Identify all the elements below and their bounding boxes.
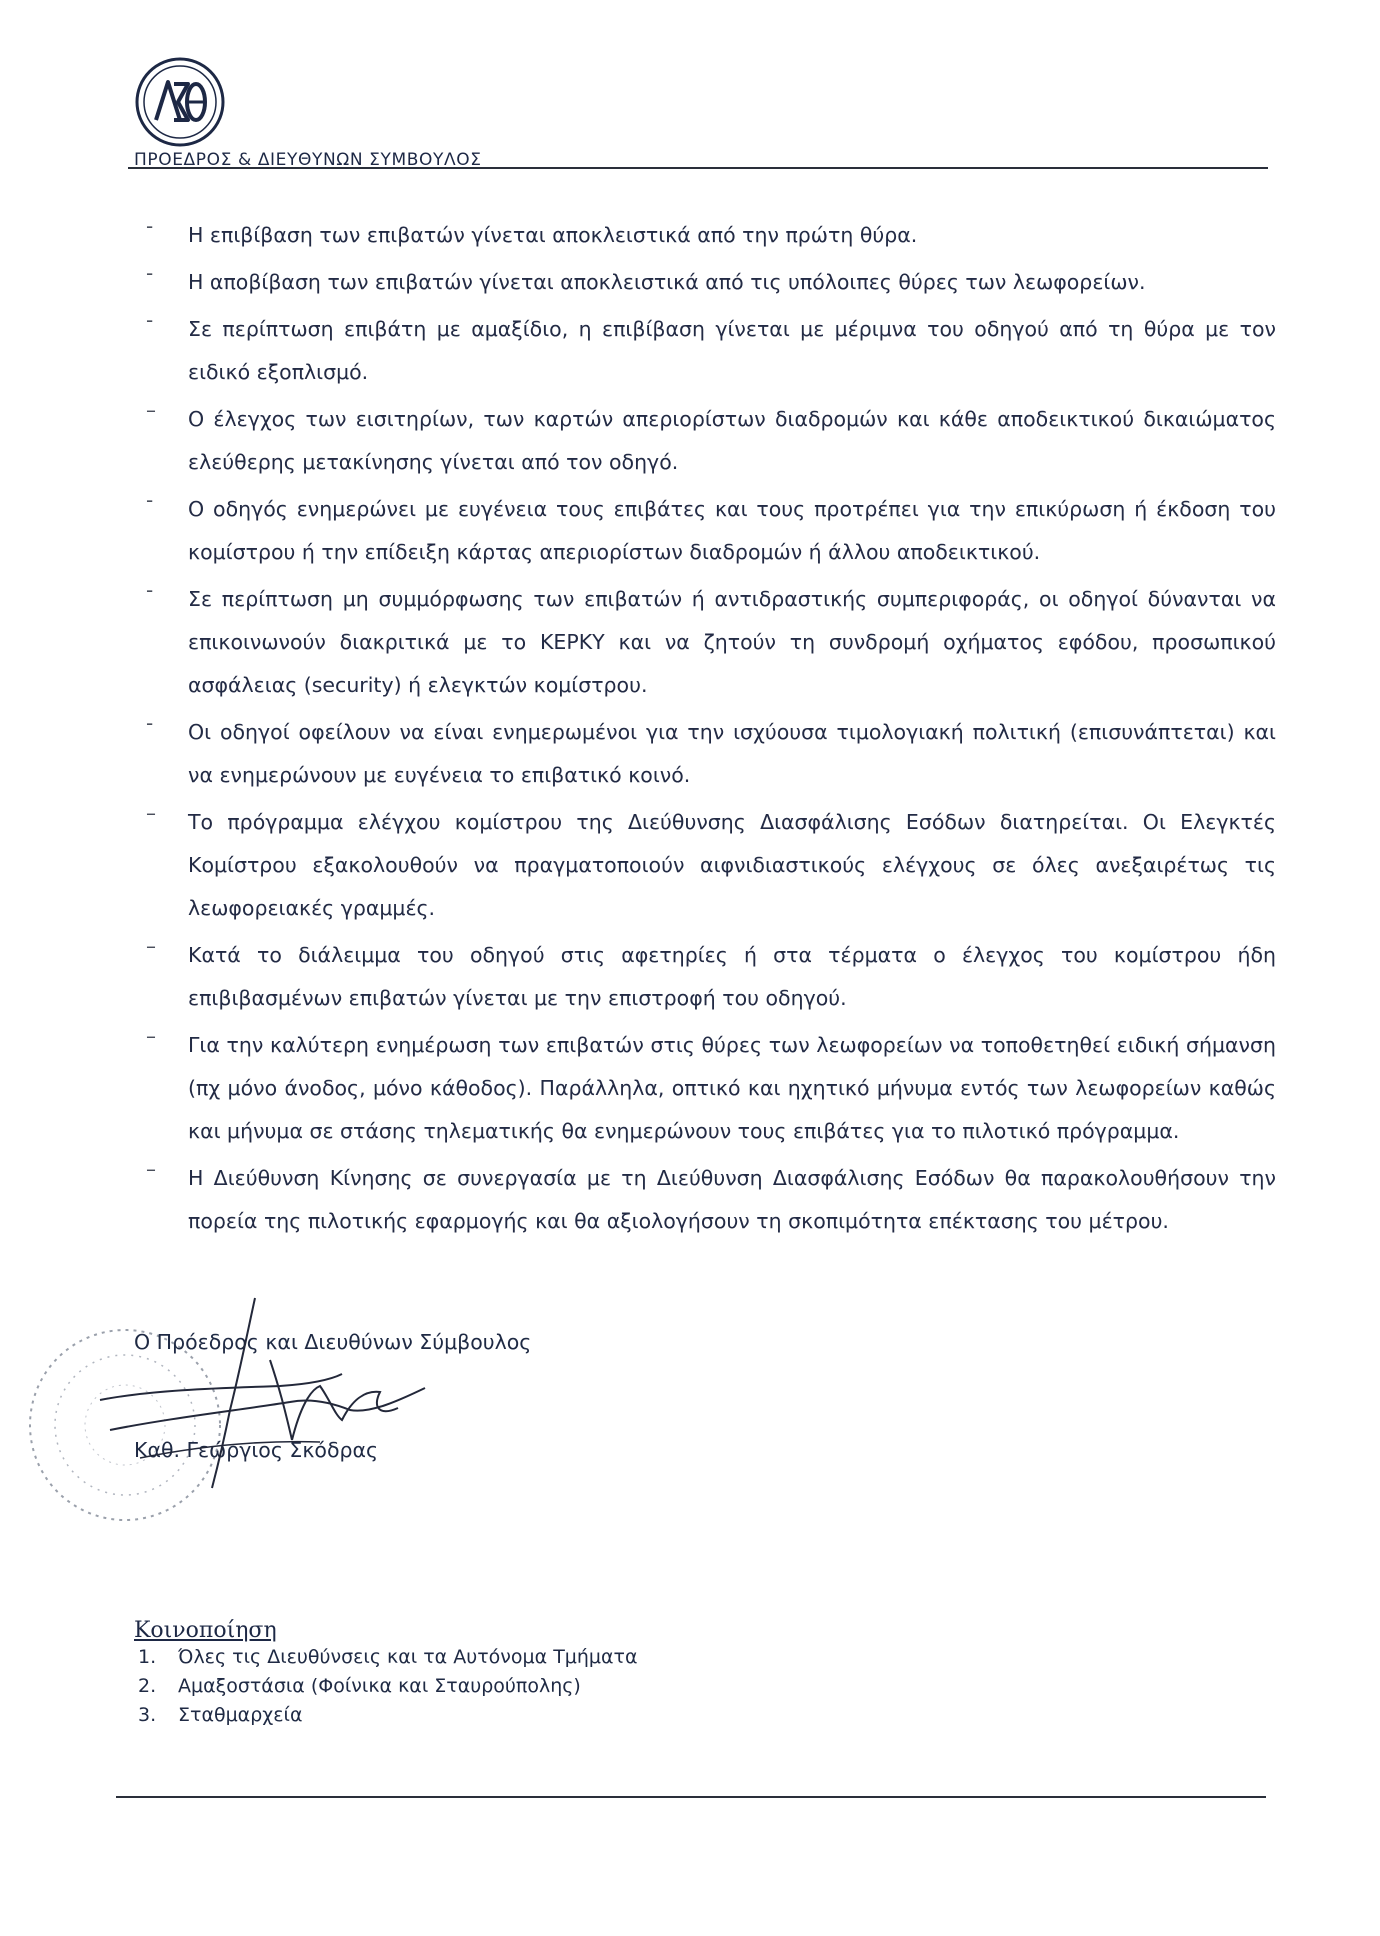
list-item-text: Ο οδηγός ενημερώνει με ευγένεια τους επιβάτες και τους προτρέπει για την επικύρωση ή έκδοση του κομίστρου ή την επίδειξη κάρτας απεριορίστων διαδρομών ή άλλου αποδεικτικού. — [188, 497, 1276, 564]
list-item-text: Σε περίπτωση μη συμμόρφωσης των επιβατών ή αντιδραστικής συμπεριφοράς, οι οδηγοί δύνανται να επικοινωνούν διακριτικά με το ΚΕΡΚΥ και να ζητούν τη συνδρομή οχήματος εφόδου, προσωπικού ασφάλειας (security) ή ελεγκτών κομίστρου. — [188, 587, 1276, 697]
list-item-text: Το πρόγραμμα ελέγχου κομίστρου της Διεύθυνσης Διασφάλισης Εσόδων διατηρείται. Οι Ελεγκτές Κομίστρου εξακολουθούν να πραγματοποιούν αιφνιδιαστικούς ελέγχους σε όλες ανεξαιρέτως τις λεωφορειακές γραμμές. — [188, 810, 1276, 920]
company-logo — [134, 56, 226, 148]
bullet-dash: - — [146, 261, 154, 285]
list-item-text: Σε περίπτωση επιβάτη με αμαξίδιο, η επιβίβαση γίνεται με μέριμνα του οδηγού από τη θύρα με τον ειδικό εξοπλισμό. — [188, 317, 1276, 384]
list-item-text: Για την καλύτερη ενημέρωση των επιβατών στις θύρες των λεωφορείων να τοποθετηθεί ειδική σήμανση (πχ μόνο άνοδος, μόνο κάθοδος). Παράλληλα, οπτικό και ηχητικό μήνυμα εντός των λεωφορείων καθώς και μήνυμα σε στάσης τηλεματικής θα ενημερώνουν τους επιβάτες για το πιλοτικό πρόγραμμα. — [188, 1033, 1276, 1143]
distribution-item-text: Σταθμαρχεία — [178, 1704, 303, 1726]
list-item — [146, 488, 1276, 574]
list-item — [146, 1024, 1276, 1153]
list-item — [146, 214, 1276, 257]
list-item-text: Ο έλεγχος των εισιτηρίων, των καρτών απεριορίστων διαδρομών και κάθε αποδεικτικού δικαιώματος ελεύθερης μετακίνησης γίνεται από τον οδηγό. — [188, 407, 1276, 474]
instructions-list — [146, 214, 1276, 1247]
distribution-heading: Κοινοποίηση — [134, 1618, 277, 1643]
handwritten-signature — [80, 1290, 440, 1490]
list-item — [146, 711, 1276, 797]
bullet-dash: – — [146, 1024, 156, 1048]
footer-divider — [116, 1796, 1266, 1798]
distribution-item — [138, 1643, 638, 1672]
list-item — [146, 1157, 1276, 1243]
list-item-text: Η Διεύθυνση Κίνησης σε συνεργασία με τη Διεύθυνση Διασφάλισης Εσόδων θα παρακολουθήσουν την πορεία της πιλοτικής εφαρμογής και θα αξιολογήσουν τη σκοπιμότητα επέκτασης του μέτρου. — [188, 1166, 1276, 1233]
signatory-title: Ο Πρόεδρος και Διευθύνων Σύμβουλος — [134, 1330, 532, 1354]
list-item — [146, 261, 1276, 304]
distribution-section — [134, 1618, 638, 1730]
list-item — [146, 578, 1276, 707]
bullet-dash: – — [146, 1157, 156, 1181]
bullet-dash: - — [146, 488, 154, 512]
bullet-dash: – — [146, 398, 156, 422]
distribution-item — [138, 1701, 638, 1730]
list-item — [146, 934, 1276, 1020]
distribution-item-number: 1. — [138, 1646, 157, 1668]
distribution-item-text: Όλες τις Διευθύνσεις και τα Αυτόνομα Τμήματα — [178, 1646, 638, 1668]
bullet-dash: - — [146, 214, 154, 238]
bullet-dash: - — [146, 578, 154, 602]
bullet-dash: - — [146, 711, 154, 735]
distribution-item — [138, 1672, 638, 1701]
distribution-item-number: 2. — [138, 1675, 157, 1697]
list-item-text: Η αποβίβαση των επιβατών γίνεται αποκλειστικά από τις υπόλοιπες θύρες των λεωφορείων. — [188, 270, 1146, 294]
distribution-item-number: 3. — [138, 1704, 157, 1726]
header-divider — [128, 167, 1268, 169]
list-item — [146, 308, 1276, 394]
signatory-name: Καθ. Γεώργιος Σκόδρας — [134, 1438, 379, 1462]
list-item — [146, 398, 1276, 484]
list-item-text: Η επιβίβαση των επιβατών γίνεται αποκλειστικά από την πρώτη θύρα. — [188, 223, 918, 247]
bullet-dash: – — [146, 801, 156, 825]
list-item-text: Οι οδηγοί οφείλουν να είναι ενημερωμένοι για την ισχύουσα τιμολογιακή πολιτική (επισυνάπτεται) και να ενημερώνουν με ευγένεια το επιβατικό κοινό. — [188, 720, 1276, 787]
bullet-dash: – — [146, 934, 156, 958]
distribution-item-text: Αμαξοστάσια (Φοίνικα και Σταυρούπολης) — [178, 1675, 581, 1697]
org-title: ΠΡΟΕΔΡΟΣ & ΔΙΕΥΘΥΝΩΝ ΣΥΜΒΟΥΛΟΣ — [134, 150, 482, 170]
list-item — [146, 801, 1276, 930]
list-item-text: Κατά το διάλειμμα του οδηγού στις αφετηρίες ή στα τέρματα ο έλεγχος του κομίστρου ήδη επιβιβασμένων επιβατών γίνεται με την επιστροφή του οδηγού. — [188, 943, 1276, 1010]
bullet-dash: - — [146, 308, 154, 332]
